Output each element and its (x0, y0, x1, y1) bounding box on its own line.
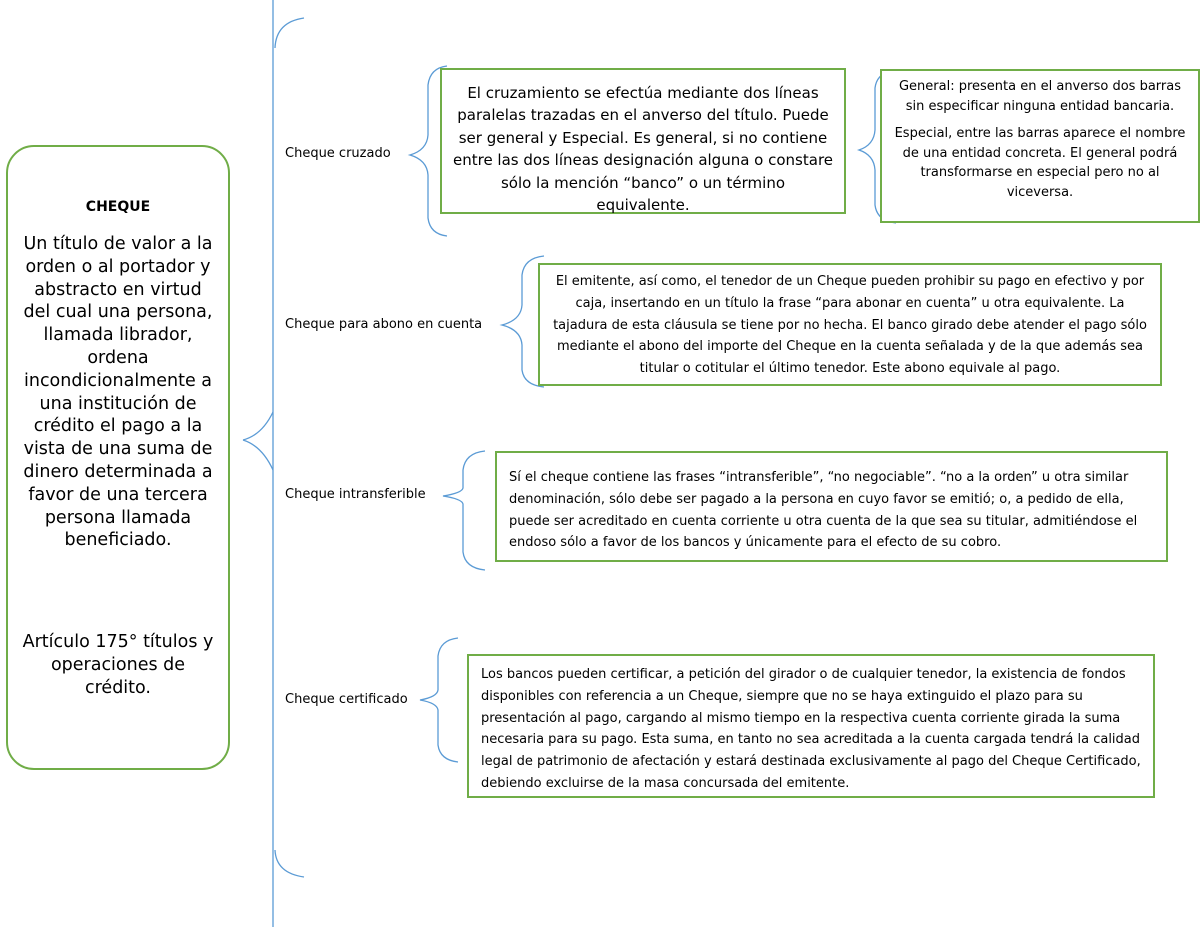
cheque-abono-description-box (538, 263, 1162, 386)
cheque-cruzado-description: El cruzamiento se efectúa mediante dos líneas paralelas trazadas en el anverso del título. Puede ser general y Especial. Es general, si no contiene entre las dos líneas designación alguna o constare sólo la mención “banco” o un término equivalente. (452, 84, 834, 215)
cheque-intransferible-description: Sí el cheque contiene las frases “intransferible”, “no negociable”. “no a la orden” u otra similar denominación, sólo debe ser pagado a la persona en cuyo favor se emitió; o, a pedido de ella, puede ser acreditado en cuenta corriente u otra cuenta de la que sea su titular, admitiéndose el endoso sólo a favor de los bancos y únicamente para el efecto de su cobro. (509, 470, 1138, 551)
brace-cheque-certificado (420, 638, 458, 762)
main-concept-box (6, 145, 230, 770)
main-title: CHEQUE (85, 199, 151, 215)
branch-label-cheque-intransferible: Cheque intransferible (285, 487, 426, 502)
branch-label-cheque-certificado: Cheque certificado (285, 692, 408, 707)
brace-bottom-end (275, 850, 304, 877)
brace-middle-point (243, 412, 273, 470)
cheque-cruzado-especial: Especial, entre las barras aparece el nombre de una entidad concreta. El general podrá transformarse en especial pero no al viceversa. (894, 126, 1186, 200)
main-article: Artículo 175° títulos y operaciones de crédito. (22, 632, 214, 698)
cheque-intransferible-description-box (495, 451, 1168, 562)
cheque-abono-description: El emitente, así como, el tenedor de un Cheque pueden prohibir su pago en efectivo y por caja, insertando en un título la frase “para abonar en cuenta” u otra equivalente. La tajadura de esta cláusula se tiene por no hecha. El banco girado debe atender el pago sólo mediante el abono del importe del Cheque en la cuenta señalada y de la que además sea titular o cotitular el último tenedor. Este abono equivale al pago. (553, 274, 1147, 377)
brace-top-end (275, 18, 304, 48)
cheque-cruzado-detail-box (880, 69, 1200, 223)
cheque-certificado-description-box (467, 654, 1155, 798)
cheque-certificado-description: Los bancos pueden certificar, a petición del girador o de cualquier tenedor, la existencia de fondos disponibles con referencia a un Cheque, siempre que no se haya extinguido el plazo para su presentación al pago, cargando al mismo tiempo en la respectiva cuenta corriente girada la suma necesaria para su pago. Esta suma, en tanto no sea acreditada a la cuenta cargada tendrá la calidad legal de patrimonio de afectación y estará destinada exclusivamente al pago del Cheque Certificado, debiendo excluirse de la masa concursada del emitente. (481, 667, 1141, 791)
brace-cheque-intransferible (443, 451, 485, 570)
cheque-cruzado-description-box (440, 68, 846, 214)
main-definition: Un título de valor a la orden o al portador y abstracto en virtud del cual una persona, llamada librador, ordena incondicionalmente a una institución de crédito el pago a la vista de una suma de dinero determinada a favor de una tercera persona llamada beneficiado. (23, 234, 213, 551)
cheque-cruzado-general: General: presenta en el anverso dos barras sin especificar ninguna entidad bancaria. (898, 79, 1181, 114)
branch-label-cheque-abono: Cheque para abono en cuenta (285, 317, 483, 332)
branch-label-cheque-cruzado: Cheque cruzado (285, 146, 391, 161)
